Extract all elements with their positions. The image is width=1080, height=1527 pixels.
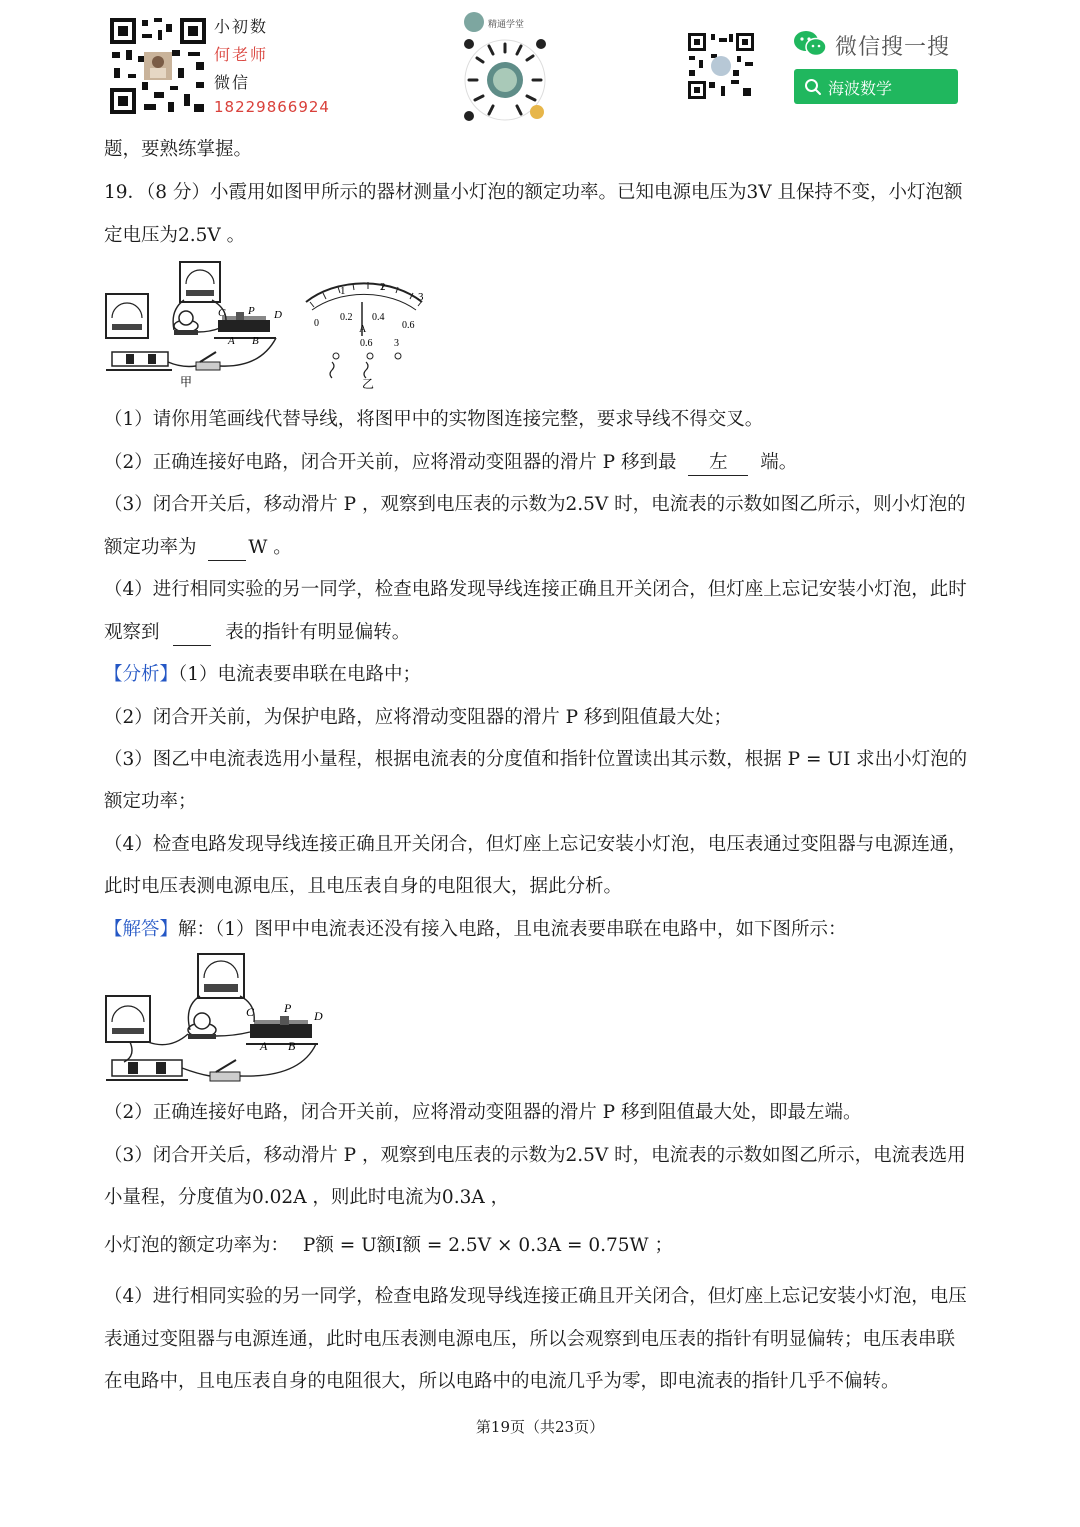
answer-line6: （4）进行相同实验的另一同学，检查电路发现导线连接正确且开关闭合，但灯座上忘记安装小灯泡，电压 — [104, 1286, 967, 1307]
sub-question-3-line1: （3）闭合开关后，移动滑片 P ，观察到电压表的示数为2.5V 时，电流表的示数如图乙所示，则小灯泡的 — [104, 494, 966, 515]
voltmeter-icon — [180, 262, 220, 302]
analysis-line2: （2）闭合开关前，为保护电路，应将滑动变阻器的滑片 P 移到阻值最大处； — [104, 707, 732, 728]
figure-circuit-answer — [100, 950, 330, 1088]
sub3-answer-blank — [208, 536, 246, 561]
terminal-3: 3 — [394, 338, 399, 349]
analysis-line6: 此时电压表测电源电压，且电压表自身的电阻很大，据此分析。 — [104, 876, 623, 897]
wechat-search-button[interactable] — [794, 69, 958, 104]
dial-bottom-04: 0.4 — [372, 312, 385, 323]
answer-line7: 表通过变阻器与电源连通，此时电压表测电源电压，所以会观察到电压表的指针有明显偏转；电压表串联 — [104, 1329, 956, 1350]
promo-line3: 微信 — [214, 73, 251, 92]
label-a: A — [228, 335, 235, 347]
switch-icon — [196, 352, 220, 370]
sub2-tail: 端。 — [760, 452, 798, 473]
label-b: B — [288, 1039, 296, 1053]
sub-question-3-line2 — [104, 536, 292, 561]
answer-line1 — [104, 918, 847, 942]
page-footer: 第19页（共23页） — [475, 1418, 605, 1436]
answer-text-1: 解：（1）图甲中电流表还没有接入电路，且电流表要串联在电路中，如下图所示： — [178, 919, 847, 940]
dial-bottom-0: 0 — [314, 318, 319, 329]
prev-question-tail: 题，要熟练掌握。 — [104, 139, 253, 160]
dial-top-1: 1 — [340, 285, 346, 297]
sub4-answer-blank — [173, 621, 211, 646]
battery-icon — [106, 352, 172, 370]
sub3-text: 额定功率为 — [104, 537, 197, 558]
answer-tag: 【解答】 — [104, 919, 179, 940]
analysis-text-1: （1）电流表要串联在电路中； — [178, 664, 422, 685]
power-label: 小灯泡的额定功率为： — [104, 1235, 290, 1256]
q19-line1: 19．（8 分）小霞用如图甲所示的器材测量小灯泡的额定功率。已知电源电压为3V 且保持不变，小灯泡额 — [104, 182, 963, 203]
label-p: P — [284, 1001, 292, 1015]
ammeter-icon — [106, 294, 148, 338]
sub4-text: 观察到 — [104, 622, 160, 643]
avatar — [464, 12, 484, 32]
terminal-06: 0.6 — [360, 338, 373, 349]
rheostat-icon — [246, 1016, 318, 1044]
label-p: P — [248, 305, 255, 317]
promo-line1: 小初数 — [214, 17, 269, 36]
mini-program-title: 精通学堂 — [488, 20, 525, 30]
label-d: D — [274, 309, 282, 321]
answer-line3: （3）闭合开关后，移动滑片 P ，观察到电压表的示数为2.5V 时，电流表的示数如图乙所示，电流表选用 — [104, 1145, 966, 1166]
sub2-text: （2）正确连接好电路，闭合开关前，应将滑动变阻器的滑片 P 移到最 — [104, 452, 677, 473]
analysis-line4: 额定功率； — [104, 791, 197, 812]
promo-phone: 18229866924 — [214, 98, 330, 116]
lamp-icon — [174, 311, 198, 335]
switch-icon — [210, 1060, 240, 1081]
analysis-line5: （4）检查电路发现导线连接正确且开关闭合，但灯座上忘记安装小灯泡，电压表通过变阻器与电源连通， — [104, 834, 967, 855]
label-a: A — [260, 1039, 268, 1053]
label-b: B — [252, 335, 259, 347]
mini-program-code-icon — [463, 38, 547, 122]
fig-label-yi: 乙 — [362, 377, 375, 391]
search-icon — [804, 78, 822, 96]
sub4-tail: 表的指针有明显偏转。 — [225, 622, 411, 643]
dial-bottom-02: 0.2 — [340, 312, 353, 323]
label-d: D — [314, 1009, 323, 1023]
answer-line2: （2）正确连接好电路，闭合开关前，应将滑动变阻器的滑片 P 移到阻值最大处，即最左端。 — [104, 1102, 862, 1123]
sub-question-4-line2 — [104, 621, 410, 646]
wechat-search-label: 海波数学 — [828, 79, 893, 98]
q19-line2: 定电压为2.5V 。 — [104, 225, 246, 246]
promo-line2: 何老师 — [214, 45, 269, 64]
sub3-tail: W 。 — [248, 537, 292, 558]
answer-line8: 在电路中，且电压表自身的电阻很大，所以电路中的电流几乎为零，即电流表的指针几乎不偏转。 — [104, 1371, 900, 1392]
sub-question-1: （1）请你用笔画线代替导线，将图甲中的实物图连接完整，要求导线不得交叉。 — [104, 409, 764, 430]
sub2-answer-blank: 左 — [688, 451, 748, 476]
dial-bottom-06: 0.6 — [402, 320, 415, 331]
figure-circuit-and-ammeter — [100, 258, 430, 394]
dial-top-3: 3 — [418, 291, 424, 303]
label-c: C — [218, 307, 226, 319]
fig-label-jia: 甲 — [180, 375, 193, 389]
wechat-logo-icon — [793, 30, 827, 58]
label-c: C — [246, 1005, 255, 1019]
ammeter-icon — [106, 996, 150, 1042]
lamp-icon — [188, 1013, 216, 1039]
qr-code-icon — [108, 16, 208, 116]
sub-question-2 — [104, 451, 797, 476]
battery-icon — [106, 1060, 188, 1080]
answer-line4: 小量程，分度值为0.02A ，则此时电流为0.3A ， — [104, 1187, 510, 1208]
analysis-line3: （3）图乙中电流表选用小量程，根据电流表的分度值和指针位置读出其示数，根据 P = UI 求出小灯泡的 — [104, 749, 968, 770]
dial-top-2: 2 — [380, 281, 386, 293]
dial-unit: A — [359, 324, 367, 335]
sub-question-4-line1: （4）进行相同实验的另一同学，检查电路发现导线连接正确且开关闭合，但灯座上忘记安装小灯泡，此时 — [104, 579, 967, 600]
qr-code-icon — [687, 32, 755, 100]
wechat-search-title: 微信搜一搜 — [835, 35, 951, 60]
power-formula: P额 = U额I额 = 2.5V × 0.3A = 0.75W ； — [302, 1235, 673, 1256]
analysis-tag: 【分析】 — [104, 664, 179, 685]
analysis-line1 — [104, 663, 421, 687]
voltmeter-icon — [198, 954, 244, 998]
answer-line5 — [104, 1234, 673, 1258]
